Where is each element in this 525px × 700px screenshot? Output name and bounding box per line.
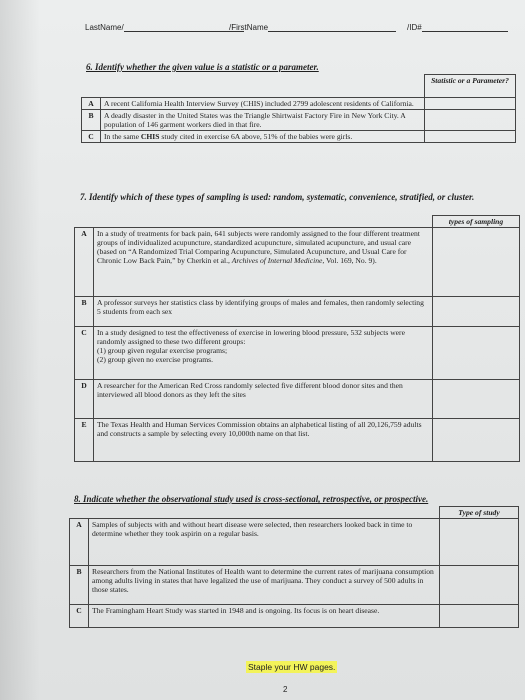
staple-note: Staple your HW pages. bbox=[248, 662, 336, 672]
q7-c-answer[interactable] bbox=[433, 327, 520, 380]
q7-row-c bbox=[75, 327, 520, 380]
q7-d-letter: D bbox=[75, 380, 94, 419]
q8-row-b bbox=[70, 566, 519, 605]
q7-table bbox=[74, 215, 520, 462]
q8-header-blank bbox=[70, 507, 440, 519]
q7-a-text-before: In a study of treatments for back pain, 641 subjects were randomly assigned to the four different treatment groups of individualized acupuncture, standardized acupuncture, simulated acupuncture, and usual care (based on “A Randomized Trial Comparing Acupuncture, Simulated Acupuncture, and Usual Care for Chronic Low Back Pain,” by Cherkin et al., bbox=[97, 229, 420, 265]
q6-c-text bbox=[101, 131, 425, 143]
q8-a-text: Samples of subjects with and without heart disease were selected, then researchers looked back in time to determine whether they took aspirin on a regular basis. bbox=[89, 519, 440, 566]
q6-b-answer[interactable] bbox=[425, 110, 516, 131]
q7-row-a bbox=[75, 228, 520, 297]
q8-header-row bbox=[70, 507, 519, 519]
q7-a-text-italic: Archives of Internal Medicine bbox=[231, 256, 323, 265]
q6-table bbox=[81, 74, 516, 143]
q7-row-d bbox=[75, 380, 520, 419]
q8-b-letter: B bbox=[70, 566, 89, 605]
q6-row-b bbox=[82, 110, 516, 131]
q8-c-letter: C bbox=[70, 605, 89, 628]
q7-c-text bbox=[94, 327, 433, 380]
q6-header-row bbox=[82, 75, 516, 98]
page-number: 2 bbox=[283, 685, 288, 694]
q6-a-answer[interactable] bbox=[425, 98, 516, 110]
q6-title: 6. Identify whether the given value is a statistic or a parameter. bbox=[86, 62, 319, 72]
id-label: /ID# bbox=[407, 23, 422, 32]
q7-c-letter: C bbox=[75, 327, 94, 380]
q7-a-letter: A bbox=[75, 228, 94, 297]
q7-c-line2: (1) group given regular exercise programs; bbox=[97, 346, 228, 355]
q8-table bbox=[69, 506, 519, 628]
q8-row-c bbox=[70, 605, 519, 628]
q8-c-text: The Framingham Heart Study was started in 1948 and is ongoing. Its focus is on heart disease. bbox=[89, 605, 440, 628]
q8-a-answer[interactable] bbox=[440, 519, 519, 566]
q7-a-answer[interactable] bbox=[433, 228, 520, 297]
q7-d-answer[interactable] bbox=[433, 380, 520, 419]
id-field[interactable] bbox=[407, 22, 508, 32]
last-name-line bbox=[124, 22, 244, 32]
last-name-label: LastName/ bbox=[85, 23, 124, 32]
q7-b-letter: B bbox=[75, 297, 94, 327]
q7-a-text bbox=[94, 228, 433, 297]
q6-c-text-before: In the same bbox=[104, 132, 141, 141]
q7-b-text: A professor surveys her statistics class by identifying groups of males and females, then randomly selecting 5 students from each sex bbox=[94, 297, 433, 327]
q8-title: 8. Indicate whether the observational study used is cross-sectional, retrospective, or prospective. bbox=[74, 494, 429, 504]
q6-row-c bbox=[82, 131, 516, 143]
q8-c-answer[interactable] bbox=[440, 605, 519, 628]
q7-c-line3: (2) group given no exercise programs. bbox=[97, 355, 213, 364]
q6-c-answer[interactable] bbox=[425, 131, 516, 143]
q8-b-answer[interactable] bbox=[440, 566, 519, 605]
q6-column-header: Statistic or a Parameter? bbox=[425, 75, 516, 98]
page-shadow bbox=[0, 0, 40, 700]
q6-row-a bbox=[82, 98, 516, 110]
q7-row-e bbox=[75, 419, 520, 462]
first-name-field[interactable] bbox=[229, 22, 396, 32]
q7-title: 7. Identify which of these types of sampling is used: random, systematic, convenience, stratified, or cluster. bbox=[80, 192, 475, 202]
q7-header-blank bbox=[75, 216, 433, 228]
q6-a-letter: A bbox=[82, 98, 101, 110]
first-name-line bbox=[268, 22, 396, 32]
q6-header-blank bbox=[82, 75, 425, 98]
q6-c-text-bold: CHIS bbox=[140, 132, 160, 141]
q7-column-header: types of sampling bbox=[433, 216, 520, 228]
q7-row-b bbox=[75, 297, 520, 327]
q7-c-line1: In a study designed to test the effectiveness of exercise in lowering blood pressure, 532 subjects were randomly assigned to these two different groups: bbox=[97, 328, 405, 346]
q7-e-letter: E bbox=[75, 419, 94, 462]
q6-c-text-after: study cited in exercise 6A above, 51% of the babies were girls. bbox=[159, 132, 353, 141]
first-name-label: /FirstName bbox=[229, 23, 269, 32]
q6-a-text: A recent California Health Interview Survey (CHIS) included 2799 adolescent residents of California. bbox=[101, 98, 425, 110]
q6-c-letter: C bbox=[82, 131, 101, 143]
q8-column-header: Type of study bbox=[440, 507, 519, 519]
name-id-header bbox=[85, 22, 515, 38]
q7-e-text: The Texas Health and Human Services Commission obtains an alphabetical listing of all 20,126,759 adults and constructs a sample by selecting every 10,000th name on that list. bbox=[94, 419, 433, 462]
id-line bbox=[422, 22, 508, 32]
q7-header-row bbox=[75, 216, 520, 228]
q6-b-letter: B bbox=[82, 110, 101, 131]
q8-row-a bbox=[70, 519, 519, 566]
q6-b-text: A deadly disaster in the United States was the Triangle Shirtwaist Factory Fire in New York City. A population of 146 garment workers died in that fire. bbox=[101, 110, 425, 131]
q7-b-answer[interactable] bbox=[433, 297, 520, 327]
last-name-field[interactable] bbox=[85, 22, 244, 32]
q7-d-text: A researcher for the American Red Cross randomly selected five different blood donor sites and then interviewed all blood donors as they left the sites bbox=[94, 380, 433, 419]
q7-e-answer[interactable] bbox=[433, 419, 520, 462]
q8-b-text: Researchers from the National Institutes of Health want to determine the current rates of marijuana consumption among adults living in states that have legalized the use of marijuana. They conduct a survey of 500 adults in those states. bbox=[89, 566, 440, 605]
q7-a-text-after: , Vol. 169, No. 9). bbox=[322, 256, 377, 265]
q8-a-letter: A bbox=[70, 519, 89, 566]
